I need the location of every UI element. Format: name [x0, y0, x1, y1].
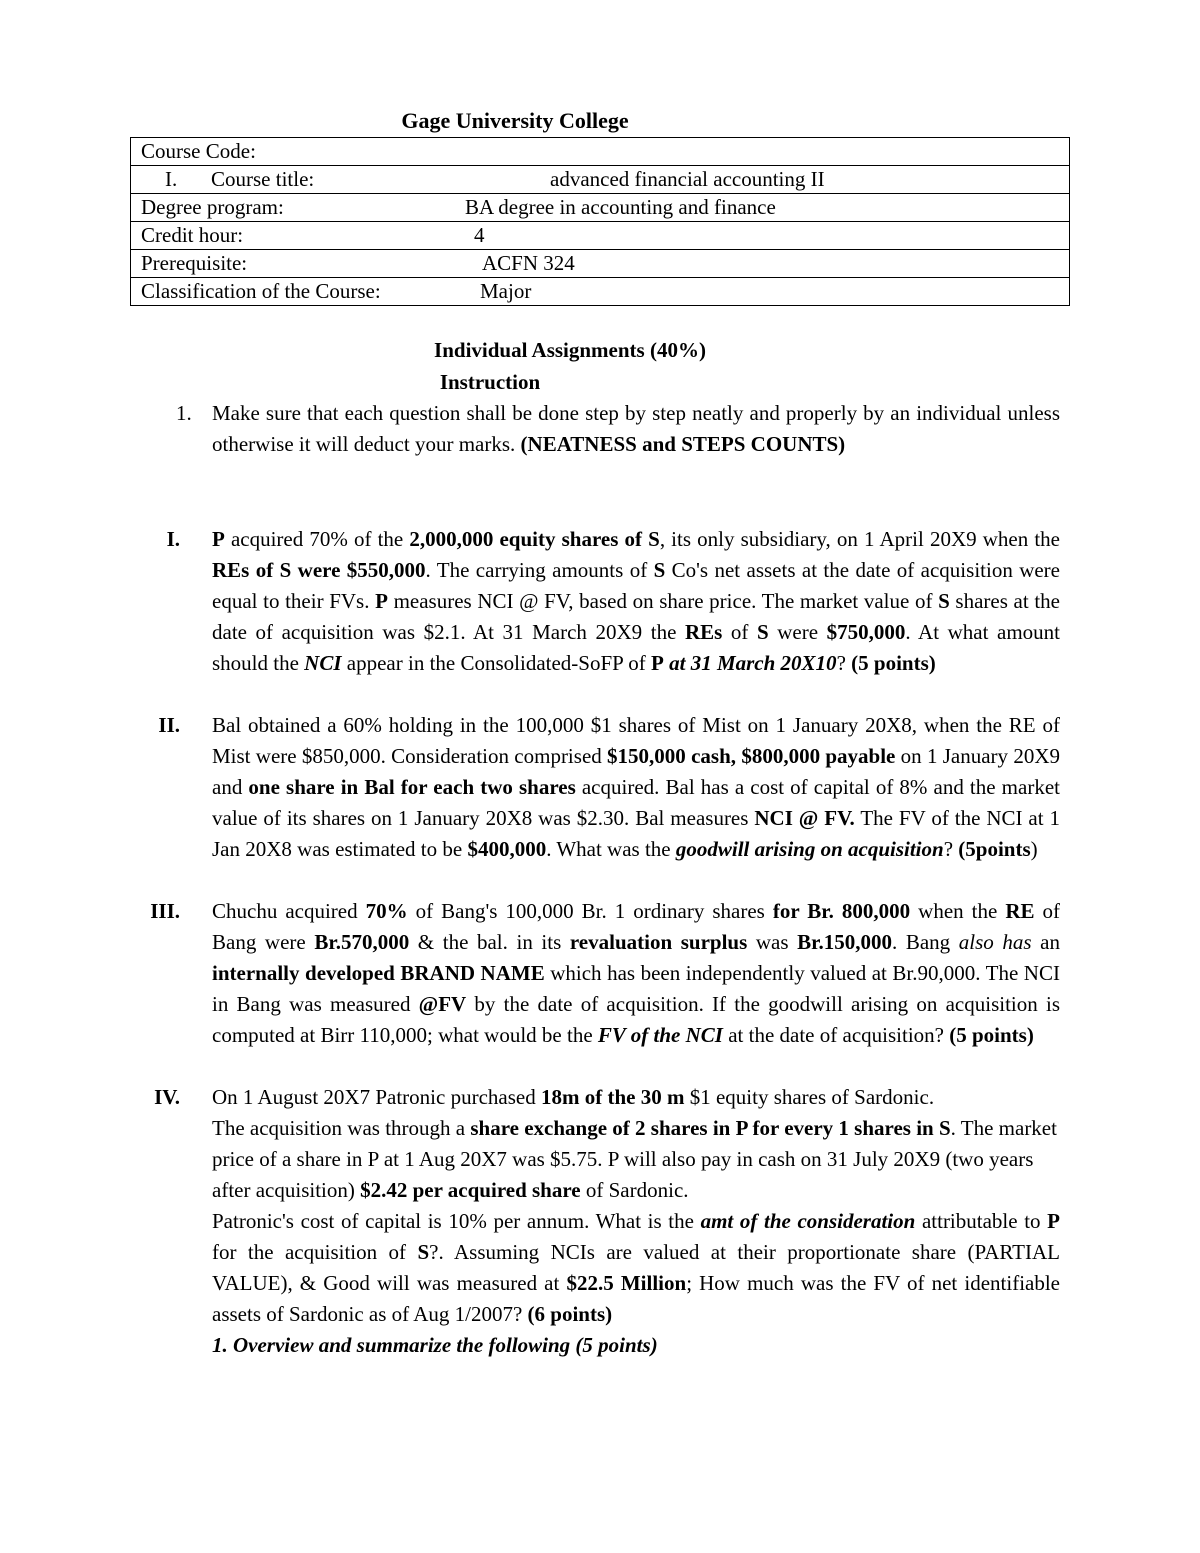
text-run: $22.5 Million: [566, 1271, 687, 1295]
instruction-number: 1.: [176, 401, 192, 425]
question-3-marker: III.: [150, 899, 180, 923]
text-run: an: [1031, 930, 1060, 954]
table-cell: [131, 250, 1070, 278]
text-run: S: [417, 1240, 430, 1264]
text-run: ; How much was the FV of net identifiable assets of Sardonic as of Aug 1/2007?: [212, 1271, 1061, 1326]
row-label: Degree program:: [141, 195, 284, 219]
text-run: 2,000,000 equity shares of S: [409, 527, 660, 551]
text-run: amt of the consideration: [700, 1209, 916, 1233]
text-run: for the acquisition of: [212, 1240, 418, 1264]
text-run: S: [938, 589, 950, 613]
text-run: appear in the Consolidated-SoFP of: [341, 651, 652, 675]
text-run: On 1 August 20X7 Patronic purchased: [212, 1085, 541, 1109]
text-run: by the date of acquisition. If the goodwill arising on acquisition is computed at Birr 110,000; what would be the: [212, 992, 1060, 1047]
text-run: ?: [943, 837, 959, 861]
text-run: FV of the NCI: [597, 1023, 723, 1047]
text-run: @FV: [418, 992, 467, 1016]
text-run: REs: [684, 620, 723, 644]
row-label: Course Code:: [141, 139, 256, 163]
text-run: shares at the date of acquisition was $2.1. At 31 March 20X9 the: [212, 589, 1060, 644]
row-value: advanced financial accounting II: [550, 167, 825, 191]
text-run: (NEATNESS and STEPS COUNTS): [520, 432, 846, 456]
table-cell: [131, 278, 1070, 306]
question-3-text: [212, 896, 1060, 1051]
text-run: ): [1030, 837, 1038, 861]
text-run: (5points: [958, 837, 1031, 861]
text-run: which has been independently valued at Br.90,000. The NCI in Bang was measured: [212, 961, 1060, 1016]
question-4-para-3: [212, 1206, 1060, 1330]
text-run: ?: [836, 651, 852, 675]
text-run: when the: [910, 899, 1006, 923]
text-run: $800,000 payable: [741, 744, 896, 768]
question-2-marker: II.: [158, 713, 180, 737]
question-4-para-2: [212, 1113, 1060, 1206]
text-run: revaluation surplus: [569, 930, 748, 954]
text-run: acquired. Bal has a cost of capital of 8% and the market value of its shares on 1 January 20X8 was $2.30. Bal measures: [212, 775, 1060, 830]
table-row: [131, 222, 1070, 250]
question-1-text: [212, 524, 1060, 679]
text-run: P: [651, 651, 664, 675]
text-run: $2.42 per acquired share: [360, 1178, 581, 1202]
text-run: REs of S were $550,000: [212, 558, 426, 582]
text-run: internally developed BRAND NAME: [212, 961, 545, 985]
table-cell: [131, 138, 1070, 166]
text-run: . Bang: [892, 930, 959, 954]
text-run: also has: [958, 930, 1032, 954]
text-run: P: [1047, 1209, 1060, 1233]
question-4-text: [212, 1082, 1060, 1361]
table-row: [131, 166, 1070, 194]
text-run: The FV of the NCI at 1 Jan 20X8 was estimated to be: [212, 806, 1060, 861]
text-run: (5 points): [851, 651, 936, 675]
text-run: goodwill arising on acquisition: [675, 837, 944, 861]
text-run: Patronic's cost of capital is 10% per annum. What is the: [212, 1209, 701, 1233]
text-run: . The market price of a share in P at 1 Aug 20X7 was $5.75. P will also pay in cash on 31 July 20X9 (two years after acquisition): [212, 1116, 1057, 1202]
text-run: 70%: [365, 899, 408, 923]
question-2-text: [212, 710, 1060, 865]
text-run: . At what amount should the: [212, 620, 1060, 675]
row-value: BA degree in accounting and finance: [465, 195, 776, 219]
assignment-heading: Individual Assignments (40%): [434, 338, 706, 362]
text-run: S: [756, 620, 769, 644]
text-run: share exchange of 2 shares in P for every 1 shares in S: [470, 1116, 951, 1140]
text-run: on 1 January 20X9 and: [212, 744, 1060, 799]
overview-task: 1. Overview and summarize the following (5 points): [212, 1333, 658, 1357]
table-cell: [131, 194, 1070, 222]
table-cell: [131, 222, 1070, 250]
text-run: & the bal. in its: [409, 930, 570, 954]
question-1-marker: I.: [166, 527, 180, 551]
row-label: Prerequisite:: [141, 251, 248, 275]
row-label: Credit hour:: [141, 223, 244, 247]
row-prefix: I.: [165, 167, 178, 191]
text-run: at the date of acquisition?: [722, 1023, 950, 1047]
text-run: (5 points): [949, 1023, 1034, 1047]
text-run: Br.570,000: [314, 930, 410, 954]
instruction-heading: Instruction: [439, 370, 541, 394]
table-row: [131, 278, 1070, 306]
row-label: Classification of the Course:: [141, 279, 381, 303]
text-run: Make sure that each question shall be done step by step neatly and properly by an individual unless otherwise it will deduct your marks.: [212, 401, 1060, 456]
text-run: measures NCI @ FV, based on share price. The market value of: [387, 589, 939, 613]
text-run: were: [768, 620, 827, 644]
text-run: $400,000: [467, 837, 547, 861]
course-info-table: [130, 137, 1070, 306]
text-run: 18m of the 30 m: [540, 1085, 685, 1109]
instruction-text: [212, 398, 1060, 460]
text-run: S: [653, 558, 666, 582]
text-run: one share in Bal for each two shares: [248, 775, 576, 799]
text-run: of Bang's 100,000 Br. 1 ordinary shares: [407, 899, 773, 923]
text-run: (6 points): [527, 1302, 613, 1326]
text-run: P: [212, 527, 225, 551]
text-run: at 31 March 20X10: [669, 651, 837, 675]
text-run: . The carrying amounts of: [425, 558, 654, 582]
table-row: [131, 138, 1070, 166]
table-row: [131, 250, 1070, 278]
text-run: The acquisition was through a: [212, 1116, 471, 1140]
text-run: ,: [730, 744, 742, 768]
text-run: Co's net assets at the date of acquisition were equal to their FVs.: [212, 558, 1060, 613]
text-run: Br.150,000: [797, 930, 893, 954]
text-run: . What was the: [546, 837, 676, 861]
text-run: RE: [1005, 899, 1035, 923]
row-value: Major: [480, 279, 532, 303]
text-run: of Bang were: [212, 899, 1060, 954]
text-run: Bal obtained a 60% holding in the 100,000 $1 shares of Mist on 1 January 20X8, when the RE of Mist were $850,000. Consideration comprised: [212, 713, 1060, 768]
text-run: was: [747, 930, 798, 954]
row-value: ACFN 324: [482, 251, 575, 275]
text-run: acquired 70% of the: [224, 527, 410, 551]
text-run: of Sardonic.: [580, 1178, 689, 1202]
text-run: NCI: [304, 651, 342, 675]
text-run: attributable to: [915, 1209, 1048, 1233]
university-title: Gage University College: [401, 108, 629, 133]
text-run: P: [375, 589, 388, 613]
text-run: , its only subsidiary, on 1 April 20X9 when the: [659, 527, 1060, 551]
table-cell: [131, 166, 1070, 194]
text-run: for Br. 800,000: [772, 899, 911, 923]
text-run: of: [722, 620, 757, 644]
question-4-marker: IV.: [154, 1085, 180, 1109]
text-run: NCI @ FV.: [754, 806, 855, 830]
text-run: Chuchu acquired: [212, 899, 366, 923]
text-run: $1 equity shares of Sardonic.: [684, 1085, 935, 1109]
question-4-para-1: [212, 1082, 1060, 1113]
text-run: $750,000: [826, 620, 906, 644]
row-value: 4: [474, 223, 485, 247]
text-run: $150,000 cash: [607, 744, 731, 768]
row-label: Course title:: [211, 167, 315, 191]
text-run: ?. Assuming NCIs are valued at their proportionate share (PARTIAL VALUE), & Good will was measured at: [212, 1240, 1060, 1295]
table-row: [131, 194, 1070, 222]
